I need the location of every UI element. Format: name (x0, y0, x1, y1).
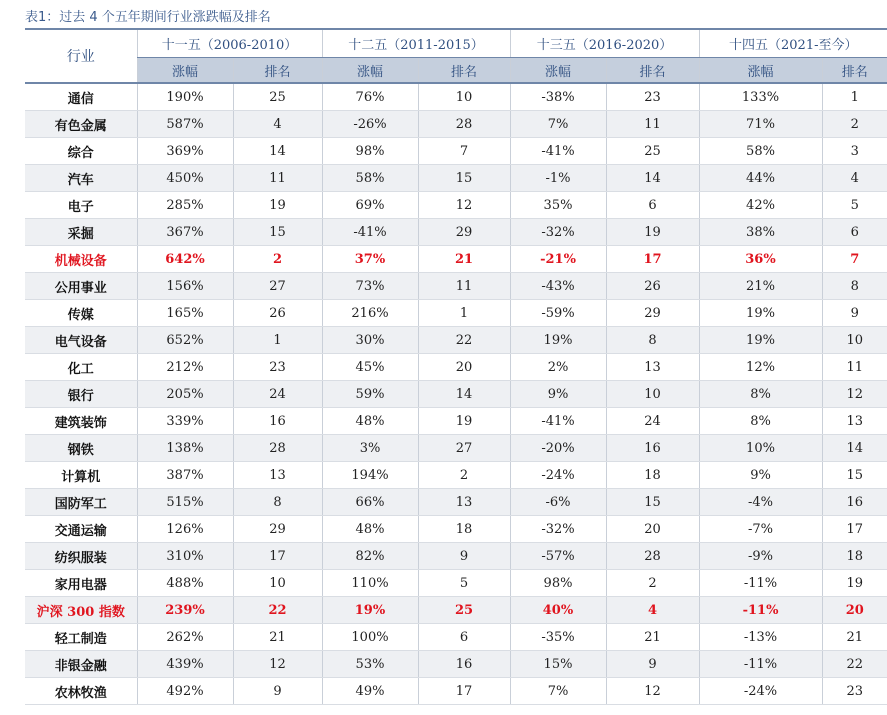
change-cell: 9% (510, 381, 606, 408)
change-header: 涨幅 (699, 58, 822, 84)
rank-cell: 1 (233, 327, 322, 354)
change-cell: 98% (510, 570, 606, 597)
industry-name-cell: 通信 (25, 83, 137, 111)
table-row (25, 83, 887, 111)
change-cell: 492% (137, 678, 233, 705)
change-cell: 8% (699, 381, 822, 408)
rank-cell: 10 (418, 83, 510, 111)
change-cell: -11% (699, 651, 822, 678)
change-cell: 9% (699, 462, 822, 489)
rank-cell: 1 (822, 83, 887, 111)
industry-name-cell: 纺织服装 (25, 543, 137, 570)
rank-cell: 23 (606, 83, 699, 111)
rank-cell: 13 (233, 462, 322, 489)
rank-cell: 16 (233, 408, 322, 435)
period-header-1: 十一五（2006-2010） (137, 29, 322, 58)
change-cell: 36% (699, 246, 822, 273)
rank-cell: 15 (822, 462, 887, 489)
rank-cell: 25 (418, 597, 510, 624)
industry-name-cell: 轻工制造 (25, 624, 137, 651)
change-cell: -59% (510, 300, 606, 327)
rank-cell: 16 (418, 651, 510, 678)
rank-cell: 21 (822, 624, 887, 651)
change-cell: 3% (322, 435, 418, 462)
change-cell: 15% (510, 651, 606, 678)
change-cell: 369% (137, 138, 233, 165)
period-header-2: 十二五（2011-2015） (322, 29, 510, 58)
change-cell: -21% (510, 246, 606, 273)
rank-cell: 4 (233, 111, 322, 138)
industry-name-cell: 农林牧渔 (25, 678, 137, 705)
rank-cell: 17 (233, 543, 322, 570)
change-cell: 587% (137, 111, 233, 138)
change-cell: 30% (322, 327, 418, 354)
change-header: 涨幅 (510, 58, 606, 84)
table-row (25, 489, 887, 516)
change-cell: 73% (322, 273, 418, 300)
rank-cell: 16 (606, 435, 699, 462)
rank-cell: 14 (418, 381, 510, 408)
change-cell: -32% (510, 219, 606, 246)
rank-cell: 18 (606, 462, 699, 489)
change-cell: -35% (510, 624, 606, 651)
change-cell: 205% (137, 381, 233, 408)
change-cell: 19% (699, 300, 822, 327)
rank-cell: 28 (233, 435, 322, 462)
change-header: 涨幅 (137, 58, 233, 84)
rank-cell: 4 (822, 165, 887, 192)
change-cell: 100% (322, 624, 418, 651)
change-cell: 165% (137, 300, 233, 327)
change-cell: 156% (137, 273, 233, 300)
change-cell: 138% (137, 435, 233, 462)
change-cell: 37% (322, 246, 418, 273)
rank-cell: 29 (233, 516, 322, 543)
rank-cell: 15 (606, 489, 699, 516)
industry-name-cell: 化工 (25, 354, 137, 381)
rank-cell: 26 (233, 300, 322, 327)
change-cell: -43% (510, 273, 606, 300)
industry-performance-table (25, 28, 887, 705)
rank-cell: 27 (233, 273, 322, 300)
rank-cell: 26 (606, 273, 699, 300)
change-cell: -1% (510, 165, 606, 192)
rank-cell: 17 (822, 516, 887, 543)
table-row (25, 516, 887, 543)
table-row (25, 246, 887, 273)
rank-cell: 15 (418, 165, 510, 192)
table-row (25, 597, 887, 624)
table-row (25, 273, 887, 300)
change-cell: -24% (699, 678, 822, 705)
change-cell: 19% (322, 597, 418, 624)
change-cell: -26% (322, 111, 418, 138)
rank-cell: 4 (606, 597, 699, 624)
rank-cell: 27 (418, 435, 510, 462)
change-cell: 642% (137, 246, 233, 273)
rank-cell: 18 (822, 543, 887, 570)
change-cell: 82% (322, 543, 418, 570)
rank-cell: 20 (418, 354, 510, 381)
rank-cell: 21 (233, 624, 322, 651)
change-cell: 2% (510, 354, 606, 381)
table-row (25, 381, 887, 408)
change-cell: 42% (699, 192, 822, 219)
rank-cell: 18 (418, 516, 510, 543)
rank-cell: 13 (606, 354, 699, 381)
rank-cell: 3 (822, 138, 887, 165)
rank-cell: 5 (418, 570, 510, 597)
industry-name-cell: 采掘 (25, 219, 137, 246)
change-cell: 48% (322, 516, 418, 543)
period-header-3: 十三五（2016-2020） (510, 29, 699, 58)
rank-cell: 5 (822, 192, 887, 219)
rank-cell: 9 (606, 651, 699, 678)
change-cell: 49% (322, 678, 418, 705)
rank-header: 排名 (606, 58, 699, 84)
change-cell: -6% (510, 489, 606, 516)
rank-cell: 11 (418, 273, 510, 300)
rank-cell: 20 (606, 516, 699, 543)
rank-cell: 25 (606, 138, 699, 165)
change-cell: -41% (510, 138, 606, 165)
industry-name-cell: 电气设备 (25, 327, 137, 354)
rank-cell: 22 (233, 597, 322, 624)
rank-cell: 6 (418, 624, 510, 651)
table-caption: 表1：过去 4 个五年期间行业涨跌幅及排名 (25, 10, 271, 25)
table-row (25, 192, 887, 219)
industry-header: 行业 (25, 29, 137, 83)
table-row (25, 435, 887, 462)
change-cell: 66% (322, 489, 418, 516)
industry-name-cell: 汽车 (25, 165, 137, 192)
rank-cell: 2 (606, 570, 699, 597)
table-row (25, 111, 887, 138)
change-cell: 133% (699, 83, 822, 111)
change-cell: -7% (699, 516, 822, 543)
rank-cell: 8 (233, 489, 322, 516)
rank-cell: 28 (418, 111, 510, 138)
rank-cell: 10 (822, 327, 887, 354)
change-cell: 515% (137, 489, 233, 516)
change-cell: 439% (137, 651, 233, 678)
table-row (25, 138, 887, 165)
change-cell: 285% (137, 192, 233, 219)
rank-cell: 1 (418, 300, 510, 327)
industry-name-cell: 沪深 300 指数 (25, 597, 137, 624)
change-cell: -41% (510, 408, 606, 435)
change-cell: -4% (699, 489, 822, 516)
change-cell: -57% (510, 543, 606, 570)
rank-cell: 2 (418, 462, 510, 489)
industry-name-cell: 电子 (25, 192, 137, 219)
change-cell: -32% (510, 516, 606, 543)
industry-name-cell: 有色金属 (25, 111, 137, 138)
change-cell: 76% (322, 83, 418, 111)
industry-name-cell: 计算机 (25, 462, 137, 489)
rank-cell: 25 (233, 83, 322, 111)
rank-cell: 11 (233, 165, 322, 192)
change-cell: 450% (137, 165, 233, 192)
rank-cell: 19 (822, 570, 887, 597)
rank-cell: 9 (418, 543, 510, 570)
change-cell: 12% (699, 354, 822, 381)
industry-name-cell: 交通运输 (25, 516, 137, 543)
change-cell: 38% (699, 219, 822, 246)
rank-cell: 16 (822, 489, 887, 516)
change-cell: 652% (137, 327, 233, 354)
rank-cell: 15 (233, 219, 322, 246)
change-cell: 98% (322, 138, 418, 165)
change-cell: 19% (699, 327, 822, 354)
industry-name-cell: 综合 (25, 138, 137, 165)
table-row (25, 219, 887, 246)
rank-cell: 29 (418, 219, 510, 246)
rank-cell: 20 (822, 597, 887, 624)
rank-cell: 10 (606, 381, 699, 408)
change-cell: -41% (322, 219, 418, 246)
industry-name-cell: 机械设备 (25, 246, 137, 273)
industry-name-cell: 公用事业 (25, 273, 137, 300)
change-cell: 110% (322, 570, 418, 597)
industry-name-cell: 银行 (25, 381, 137, 408)
rank-cell: 22 (418, 327, 510, 354)
rank-cell: 14 (606, 165, 699, 192)
change-cell: 339% (137, 408, 233, 435)
change-cell: 126% (137, 516, 233, 543)
change-cell: 35% (510, 192, 606, 219)
rank-cell: 12 (233, 651, 322, 678)
table-row (25, 543, 887, 570)
rank-cell: 7 (822, 246, 887, 273)
table-row (25, 678, 887, 705)
change-cell: 216% (322, 300, 418, 327)
rank-cell: 9 (822, 300, 887, 327)
change-cell: -24% (510, 462, 606, 489)
industry-name-cell: 钢铁 (25, 435, 137, 462)
industry-name-cell: 传媒 (25, 300, 137, 327)
change-cell: 310% (137, 543, 233, 570)
change-cell: 190% (137, 83, 233, 111)
rank-cell: 13 (418, 489, 510, 516)
change-cell: 194% (322, 462, 418, 489)
rank-cell: 19 (606, 219, 699, 246)
change-cell: 262% (137, 624, 233, 651)
rank-cell: 14 (822, 435, 887, 462)
rank-cell: 17 (418, 678, 510, 705)
rank-cell: 7 (418, 138, 510, 165)
rank-cell: 2 (233, 246, 322, 273)
rank-header: 排名 (822, 58, 887, 84)
change-cell: 387% (137, 462, 233, 489)
change-cell: 239% (137, 597, 233, 624)
rank-cell: 14 (233, 138, 322, 165)
table-row (25, 570, 887, 597)
rank-cell: 21 (418, 246, 510, 273)
rank-cell: 13 (822, 408, 887, 435)
rank-cell: 28 (606, 543, 699, 570)
rank-cell: 2 (822, 111, 887, 138)
rank-cell: 10 (233, 570, 322, 597)
table-row (25, 354, 887, 381)
rank-header: 排名 (233, 58, 322, 84)
change-header: 涨幅 (322, 58, 418, 84)
rank-cell: 6 (606, 192, 699, 219)
rank-cell: 11 (606, 111, 699, 138)
change-cell: 21% (699, 273, 822, 300)
rank-cell: 9 (233, 678, 322, 705)
table-row (25, 408, 887, 435)
change-cell: 19% (510, 327, 606, 354)
change-cell: 58% (699, 138, 822, 165)
industry-name-cell: 建筑装饰 (25, 408, 137, 435)
change-cell: 45% (322, 354, 418, 381)
rank-cell: 24 (233, 381, 322, 408)
rank-cell: 12 (418, 192, 510, 219)
industry-name-cell: 国防军工 (25, 489, 137, 516)
rank-cell: 8 (606, 327, 699, 354)
change-cell: -11% (699, 597, 822, 624)
rank-cell: 17 (606, 246, 699, 273)
rank-cell: 21 (606, 624, 699, 651)
rank-cell: 12 (606, 678, 699, 705)
change-cell: 40% (510, 597, 606, 624)
table-row (25, 327, 887, 354)
industry-name-cell: 非银金融 (25, 651, 137, 678)
rank-cell: 19 (418, 408, 510, 435)
rank-cell: 22 (822, 651, 887, 678)
change-cell: 48% (322, 408, 418, 435)
rank-cell: 24 (606, 408, 699, 435)
change-cell: 7% (510, 678, 606, 705)
rank-cell: 23 (822, 678, 887, 705)
table-row (25, 462, 887, 489)
change-cell: 8% (699, 408, 822, 435)
industry-name-cell: 家用电器 (25, 570, 137, 597)
rank-cell: 12 (822, 381, 887, 408)
change-cell: -20% (510, 435, 606, 462)
change-cell: -13% (699, 624, 822, 651)
rank-cell: 11 (822, 354, 887, 381)
change-cell: 58% (322, 165, 418, 192)
change-cell: 7% (510, 111, 606, 138)
rank-header: 排名 (418, 58, 510, 84)
table-row (25, 624, 887, 651)
period-header-4: 十四五（2021-至今） (699, 29, 887, 58)
change-cell: 488% (137, 570, 233, 597)
rank-cell: 19 (233, 192, 322, 219)
change-cell: -9% (699, 543, 822, 570)
change-cell: 367% (137, 219, 233, 246)
change-cell: 69% (322, 192, 418, 219)
rank-cell: 6 (822, 219, 887, 246)
change-cell: 59% (322, 381, 418, 408)
change-cell: -38% (510, 83, 606, 111)
table-row (25, 165, 887, 192)
change-cell: 71% (699, 111, 822, 138)
change-cell: 44% (699, 165, 822, 192)
rank-cell: 29 (606, 300, 699, 327)
change-cell: 212% (137, 354, 233, 381)
change-cell: 10% (699, 435, 822, 462)
table-body (25, 83, 887, 705)
table-row (25, 300, 887, 327)
change-cell: -11% (699, 570, 822, 597)
table-row (25, 651, 887, 678)
rank-cell: 8 (822, 273, 887, 300)
change-cell: 53% (322, 651, 418, 678)
rank-cell: 23 (233, 354, 322, 381)
